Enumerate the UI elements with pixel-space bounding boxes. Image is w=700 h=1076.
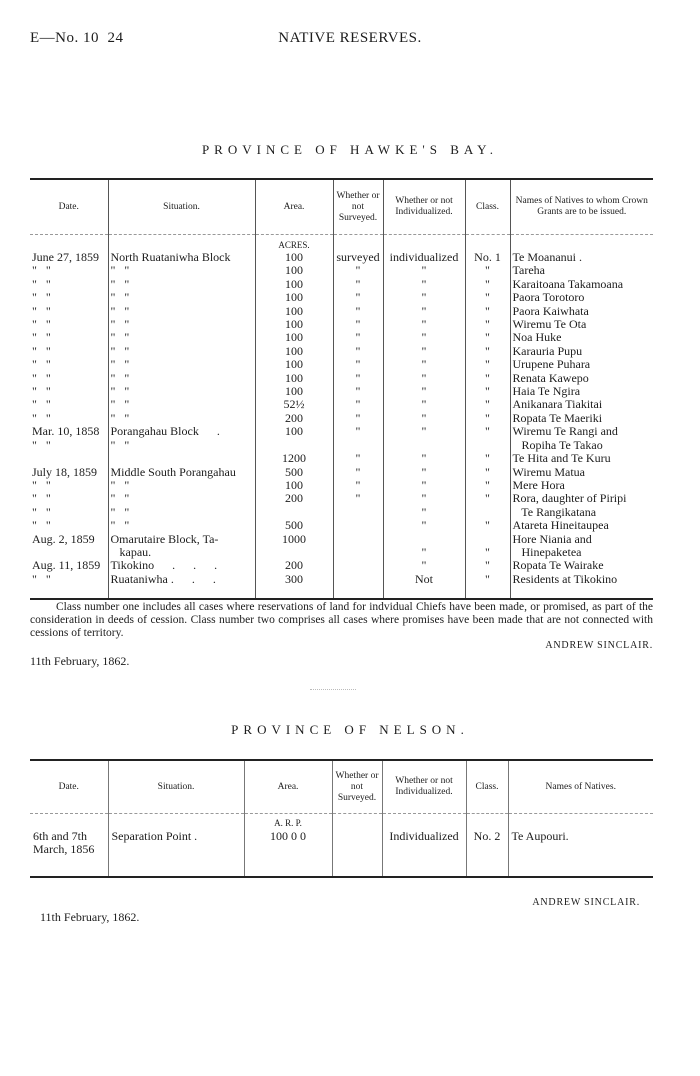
col-individualized: Whether or not Individualized. (383, 179, 465, 235)
cell-surveyed: " (333, 278, 383, 291)
cell-class: " (465, 466, 510, 479)
cell-area: 100 (255, 291, 333, 304)
cell-date: " " (32, 317, 51, 332)
cell-class: " (465, 425, 510, 438)
cell-individualized: " (383, 519, 465, 532)
page-title: NATIVE RESERVES. (278, 30, 422, 46)
cell-class: " (465, 264, 510, 277)
cell-class: " (465, 492, 510, 505)
cell-individualized: " (383, 546, 465, 559)
table-row (30, 385, 653, 398)
cell-names: Anikanara Tiakitai (510, 398, 653, 411)
table-row (30, 559, 653, 572)
cell-individualized: " (383, 398, 465, 411)
cell-names: Ropata Te Wairake (510, 559, 653, 572)
table-row (30, 533, 653, 546)
cell-class: " (465, 385, 510, 398)
col-area: Area. (255, 179, 333, 235)
area-unit: ACRES. (255, 235, 333, 252)
cell-names: Renata Kawepo (510, 372, 653, 385)
cell-names: Tareha (510, 264, 653, 277)
units-row (30, 814, 653, 831)
cell-class (465, 439, 510, 452)
cell-class: No. 2 (466, 830, 508, 877)
document-ref: E—No. 10 (30, 30, 99, 46)
cell-date (30, 452, 108, 465)
cell-class: " (465, 345, 510, 358)
col-area: Area. (244, 760, 332, 814)
cell-situation: Omarutaire Block, Ta- (108, 533, 255, 546)
cell-class: " (465, 318, 510, 331)
signature: ANDREW SINCLAIR. (545, 640, 653, 651)
cell-date: Aug. 2, 1859 (32, 531, 95, 546)
col-date: Date. (30, 760, 108, 814)
cell-situation (108, 452, 255, 465)
cell-individualized: " (383, 331, 465, 344)
cell-individualized: " (383, 425, 465, 438)
cell-surveyed: " (333, 466, 383, 479)
table-row (30, 305, 653, 318)
cell-surveyed: " (333, 425, 383, 438)
cell-surveyed (333, 506, 383, 519)
cell-names: Urupene Puhara (510, 358, 653, 371)
cell-individualized: " (383, 466, 465, 479)
cell-individualized: " (383, 264, 465, 277)
cell-surveyed (333, 559, 383, 572)
cell-situation: kapau. (108, 546, 255, 559)
cell-names: Te Rangikatana (510, 506, 653, 519)
cell-individualized: " (383, 452, 465, 465)
table-row (30, 345, 653, 358)
cell-date: " " (32, 571, 51, 586)
cell-names: Ropata Te Maeriki (510, 412, 653, 425)
cell-area: 100 (255, 331, 333, 344)
cell-class: " (465, 479, 510, 492)
cell-situation: " " (108, 331, 255, 344)
class-note: Class number one includes all cases where reservations of land for indvidual Chiefs have been made, or promised, as part of the consideration in deeds of cession. Class number two comprises all cases where promises have been made that are not connected with cessions of territory. (30, 601, 653, 639)
cell-surveyed: " (333, 318, 383, 331)
col-situation: Situation. (108, 760, 244, 814)
cell-area: 100 (255, 318, 333, 331)
cell-names: Ropiha Te Takao (510, 439, 653, 452)
cell-date: " " (32, 357, 51, 372)
cell-date: " " (32, 290, 51, 305)
table-row (30, 331, 653, 344)
cell-area: 100 (255, 385, 333, 398)
cell-names: Haia Te Ngira (510, 385, 653, 398)
cell-class: " (465, 519, 510, 532)
table-row (30, 358, 653, 371)
empty-cell (510, 586, 653, 599)
col-names: Names of Natives to whom Crown Grants are to be issued. (510, 179, 653, 235)
cell-class: " (465, 452, 510, 465)
col-surveyed: Whether or not Surveyed. (333, 179, 383, 235)
cell-area: 500 (255, 466, 333, 479)
cell-situation: Tikokino . . . (108, 559, 255, 572)
cell-individualized: " (383, 291, 465, 304)
cell-names: Te Hita and Te Kuru (510, 452, 653, 465)
cell-area: 100 (255, 345, 333, 358)
cell-surveyed: " (333, 291, 383, 304)
cell-class: " (465, 278, 510, 291)
cell-area: 500 (255, 519, 333, 532)
table-row (30, 398, 653, 411)
cell-surveyed (332, 830, 382, 877)
table-row (30, 251, 653, 264)
cell-date: 6th and 7th March, 1856 (33, 829, 95, 856)
cell-individualized (383, 439, 465, 452)
cell-situation: " " (108, 278, 255, 291)
cell-situation: " " (108, 291, 255, 304)
cell-situation: " " (108, 318, 255, 331)
cell-individualized: Individualized (382, 830, 466, 877)
cell-surveyed (333, 546, 383, 559)
cell-class: No. 1 (465, 251, 510, 264)
cell-names: Karaitoana Takamoana (510, 278, 653, 291)
cell-class: " (465, 291, 510, 304)
cell-surveyed: " (333, 452, 383, 465)
cell-individualized: individualized (383, 251, 465, 264)
cell-date: June 27, 1859 (32, 250, 99, 264)
cell-area (255, 506, 333, 519)
empty-cell (333, 586, 383, 599)
units-row (30, 235, 653, 252)
table-row (30, 372, 653, 385)
table-row (30, 452, 653, 465)
cell-individualized: " (383, 385, 465, 398)
cell-class: " (465, 372, 510, 385)
cell-date: " " (32, 518, 51, 533)
cell-date: " " (32, 276, 51, 291)
cell-class: " (465, 559, 510, 572)
cell-class: " (465, 331, 510, 344)
cell-area: 200 (255, 492, 333, 505)
col-date: Date. (30, 179, 108, 235)
cell-situation: Separation Point . (108, 830, 244, 877)
cell-surveyed: " (333, 492, 383, 505)
cell-situation: " " (108, 345, 255, 358)
table-row (30, 492, 653, 505)
cell-area: 1200 (255, 452, 333, 465)
table-row (30, 278, 653, 291)
cell-situation: " " (108, 506, 255, 519)
date-line: 11th February, 1862. (40, 910, 140, 924)
cell-surveyed (333, 519, 383, 532)
cell-surveyed (333, 533, 383, 546)
cell-date: " " (32, 303, 51, 318)
cell-area: 1000 (255, 533, 333, 546)
cell-date: " " (32, 343, 51, 358)
cell-surveyed: " (333, 264, 383, 277)
cell-date: Mar. 10, 1858 (32, 424, 100, 439)
cell-situation: " " (108, 412, 255, 425)
cell-names: Hinepaketea (510, 546, 653, 559)
cell-surveyed: " (333, 412, 383, 425)
cell-class (465, 506, 510, 519)
cell-area: 100 (255, 251, 333, 264)
cell-date: " " (32, 397, 51, 412)
hawkes-bay-table (30, 178, 653, 600)
col-situation: Situation. (108, 179, 255, 235)
cell-individualized: " (383, 412, 465, 425)
cell-names: Paora Torotoro (510, 291, 653, 304)
cell-individualized: " (383, 479, 465, 492)
empty-cell (465, 586, 510, 599)
cell-class: " (465, 412, 510, 425)
cell-situation: Porangahau Block . (108, 425, 255, 438)
cell-area: 300 (255, 573, 333, 586)
cell-individualized: " (383, 318, 465, 331)
cell-individualized: " (383, 278, 465, 291)
cell-area: 100 (255, 305, 333, 318)
cell-individualized: " (383, 305, 465, 318)
table-row (30, 291, 653, 304)
cell-date: " " (32, 370, 51, 385)
cell-surveyed (333, 573, 383, 586)
cell-date: " " (32, 477, 51, 492)
col-class: Class. (466, 760, 508, 814)
cell-area: 100 0 0 (244, 830, 332, 877)
cell-date: Aug. 11, 1859 (32, 558, 101, 573)
table-end-row (30, 586, 653, 599)
page-number: 24 (107, 30, 124, 46)
cell-class (465, 533, 510, 546)
cell-individualized: " (383, 506, 465, 519)
table-row (30, 506, 653, 519)
cell-area: 200 (255, 412, 333, 425)
col-surveyed: Whether or not Surveyed. (332, 760, 382, 814)
cell-names: Karauria Pupu (510, 345, 653, 358)
cell-names: Residents at Tikokino (510, 573, 653, 586)
cell-area: 100 (255, 278, 333, 291)
cell-situation: Ruataniwha . . . (108, 573, 255, 586)
cell-date: " " (32, 504, 51, 519)
empty-cell (108, 586, 255, 599)
cell-class: " (465, 398, 510, 411)
cell-names: Paora Kaiwhata (510, 305, 653, 318)
cell-surveyed: " (333, 358, 383, 371)
cell-surveyed: " (333, 385, 383, 398)
cell-surveyed: " (333, 345, 383, 358)
cell-situation: " " (108, 372, 255, 385)
cell-names: Mere Hora (510, 479, 653, 492)
cell-class: " (465, 546, 510, 559)
cell-surveyed: " (333, 305, 383, 318)
empty-cell (255, 586, 333, 599)
table-row (30, 318, 653, 331)
cell-date: " " (32, 491, 51, 506)
table-row (30, 466, 653, 479)
table-row (30, 439, 653, 452)
cell-area: 100 (255, 372, 333, 385)
cell-area: 52½ (255, 398, 333, 411)
cell-names: Rora, daughter of Piripi (510, 492, 653, 505)
table-row (30, 546, 653, 559)
cell-names: Wiremu Te Ota (510, 318, 653, 331)
table-row (30, 519, 653, 532)
cell-individualized: " (383, 345, 465, 358)
col-class: Class. (465, 179, 510, 235)
table-row (30, 412, 653, 425)
signature: ANDREW SINCLAIR. (532, 897, 640, 908)
cell-individualized (383, 533, 465, 546)
cell-situation: " " (108, 492, 255, 505)
table-row (30, 264, 653, 277)
empty-cell (30, 586, 108, 599)
cell-date: " " (32, 330, 51, 345)
cell-names: Te Aupouri. (508, 830, 653, 877)
table-header-row (30, 760, 653, 814)
cell-situation: " " (108, 479, 255, 492)
cell-area (255, 439, 333, 452)
cell-class: " (465, 305, 510, 318)
cell-names: Hore Niania and (510, 533, 653, 546)
cell-area: 100 (255, 425, 333, 438)
cell-class: " (465, 573, 510, 586)
cell-situation: " " (108, 519, 255, 532)
cell-individualized: " (383, 358, 465, 371)
cell-situation: " " (108, 385, 255, 398)
cell-individualized: " (383, 559, 465, 572)
cell-surveyed: " (333, 398, 383, 411)
cell-situation: " " (108, 398, 255, 411)
nelson-heading: PROVINCE OF NELSON. (231, 722, 469, 737)
cell-area: 100 (255, 358, 333, 371)
table-row (30, 479, 653, 492)
date-line: 11th February, 1862. (30, 654, 130, 668)
cell-individualized: " (383, 372, 465, 385)
cell-date: " " (32, 437, 51, 452)
cell-area: 100 (255, 479, 333, 492)
empty-cell (383, 586, 465, 599)
cell-date: " " (32, 263, 51, 278)
hawkes-bay-heading: PROVINCE OF HAWKE'S BAY. (201, 142, 499, 157)
cell-situation: " " (108, 305, 255, 318)
cell-names: Wiremu Matua (510, 466, 653, 479)
cell-names: Wiremu Te Rangi and (510, 425, 653, 438)
cell-situation: " " (108, 264, 255, 277)
area-unit: A. R. P. (244, 814, 332, 831)
table-header-row (30, 179, 653, 235)
cell-surveyed: " (333, 331, 383, 344)
cell-date: " " (32, 410, 51, 425)
table-row (30, 425, 653, 438)
cell-names: Atareta Hineitaupea (510, 519, 653, 532)
cell-surveyed: " (333, 479, 383, 492)
cell-date: " " (32, 384, 51, 399)
cell-date (30, 546, 108, 559)
col-individualized: Whether or not Individualized. (382, 760, 466, 814)
cell-situation: " " (108, 358, 255, 371)
cell-date: July 18, 1859 (32, 464, 98, 479)
cell-area (255, 546, 333, 559)
cell-surveyed (333, 439, 383, 452)
table-row (30, 573, 653, 586)
nelson-table (30, 759, 653, 878)
cell-situation: North Ruataniwha Block (108, 251, 255, 264)
cell-surveyed: surveyed (333, 251, 383, 264)
cell-names: Noa Huke (510, 331, 653, 344)
section-divider (310, 689, 356, 690)
cell-individualized: Not (383, 573, 465, 586)
cell-area: 200 (255, 559, 333, 572)
cell-situation: Middle South Porangahau (108, 466, 255, 479)
cell-class: " (465, 358, 510, 371)
cell-situation: " " (108, 439, 255, 452)
cell-area: 100 (255, 264, 333, 277)
cell-surveyed: " (333, 372, 383, 385)
col-names: Names of Natives. (508, 760, 653, 814)
cell-individualized: " (383, 492, 465, 505)
table-row (30, 830, 653, 877)
cell-names: Te Moananui . (510, 251, 653, 264)
